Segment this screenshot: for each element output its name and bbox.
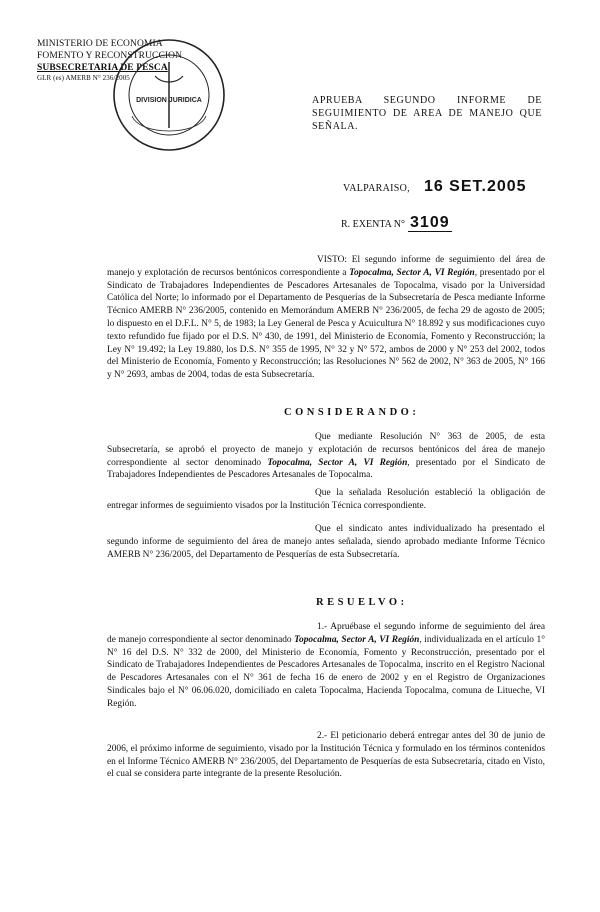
subsecretaria-line: SUBSECRETARIA DE PESCA xyxy=(37,63,168,73)
title-line-1: APRUEBA SEGUNDO INFORME DE xyxy=(312,95,542,106)
date-value: 16 SET.2005 xyxy=(423,178,527,195)
division-juridica-stamp-icon xyxy=(110,36,228,154)
resuelvo-paragraph-2: 2.- El peticionario deberá entregar antes del 30 de junio de 2006, el próximo informe de seguimiento, visado por la Institución Técnica y formulado en los términos contenidos en el Informe Técnico AMERB N° 236/2005, del Departamento de Pesquerías de esta Subsecretaría, citado en Visto, el cual se considera parte integrante de la presente Resolución. xyxy=(107,731,545,780)
ministry-line: MINISTERIO DE ECONOMIA xyxy=(37,39,163,49)
visto-paragraph: VISTO: El segundo informe de seguimiento del área de manejo y explotación de recursos bentónicos correspondiente a Topocalma, Sector A, VI Región, presentado por el Sindicato de Trabajadores Independientes de Pescadores Artesanales de Topocalma, visado por la Universidad Católica del Norte; lo informado por el Departamento de Pesquerías de la Subsecretaría de Pesca mediante Informe Técnico AMERB N° 236/2005, contenido en Memorándum AMERB N° 236/2005, de fecha 29 de agosto de 2005; lo dispuesto en el D.F.L. N° 5, de 1983; la Ley General de Pesca y Acuicultura N° 18.892 y sus modificaciones cuyo texto refundido fue fijado por el D.S. N° 430, de 1991, del Ministerio de Economía, Fomento y Reconstrucción; la Ley N° 19.492; la Ley 19.880, los D.S. N° 355 de 1995, N° 32 y N° 572, ambos de 2000 y N° 253 del 2002, todos del Ministerio de Economía, Fomento y Reconstrucción; las Resoluciones N° 562 de 2002, N° 363 de 2005, N° 166 y N° 2693, ambas de 2004, todas de esta Subsecretaría. xyxy=(107,255,545,381)
considerando-paragraph-2: Que la señalada Resolución estableció la obligación de entregar informes de seguimiento visados por la Institución Técnica correspondiente. xyxy=(107,488,545,511)
date-place: VALPARAISO, xyxy=(343,183,410,194)
exenta-number: 3109 xyxy=(410,214,450,231)
document-title xyxy=(312,94,542,133)
considerando-heading: CONSIDERANDO: xyxy=(284,407,420,418)
resuelvo-heading: RESUELVO: xyxy=(316,597,408,608)
ministry-line-2: FOMENTO Y RECONSTRUCCION xyxy=(37,51,183,61)
reference-code: GLR (es) AMERB N° 236/2005 xyxy=(37,74,130,82)
considerando-paragraph-1: Que mediante Resolución N° 363 de 2005, de esta Subsecretaría, se aprobó el proyecto de manejo y explotación de recursos bentónicos del área de manejo correspondiente al sector denominado Topocalma, Sector A, VI Región, presentado por el Sindicato de Trabajadores Independientes de Pescadores Artesanales de Topocalma. xyxy=(107,432,545,481)
title-line-3: SEÑALA. xyxy=(312,121,359,132)
exenta-label: R. EXENTA N° xyxy=(341,219,406,230)
considerando-paragraph-3: Que el sindicato antes individualizado ha presentado el segundo informe de seguimiento del área de manejo antes señalada, siendo aprobado mediante Informe Técnico AMERB N° 236/2005, del Departamento de Pesquerías de esta Subsecretaría. xyxy=(107,524,545,560)
stamp-label: DIVISION JURIDICA xyxy=(136,97,202,104)
title-line-2: SEGUIMIENTO DE AREA DE MANEJO QUE xyxy=(312,108,542,119)
resuelvo-paragraph-1: 1.- Apruébase el segundo informe de seguimiento del área de manejo correspondiente al sector denominado Topocalma, Sector A, VI Región, individualizada en el artículo 1° N° 16 del D.S. N° 332 de 2000, del Ministerio de Economía, Fomento y Reconstrucción, presentado por el Sindicato de Trabajadores Independientes de Pescadores Artesanales de Topocalma, inscrito en el Registro Nacional de Pescadores Artesanales con el N° 361 de fecha 16 de enero de 2002 y en el Registro de Organizaciones Sindicales bajo el N° 06.06.020, domiciliado en caleta Topocalma, Hacienda Topocalma, comuna de Litueche, VI Región. xyxy=(107,622,545,709)
exenta-line xyxy=(341,214,452,232)
date-line xyxy=(343,178,527,196)
